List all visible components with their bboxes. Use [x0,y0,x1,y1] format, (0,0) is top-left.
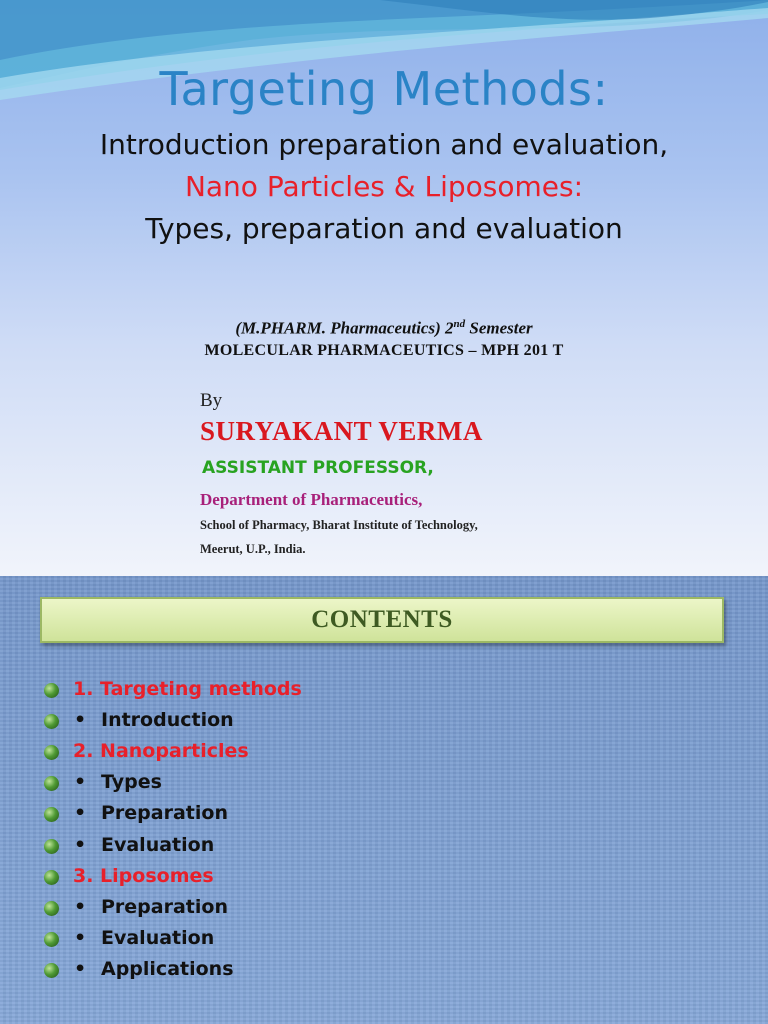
by-label: By [200,390,223,411]
green-bullet-icon [44,745,59,760]
course-suffix: Semester [465,318,533,338]
contents-slide [0,576,768,1024]
list-item [44,927,744,953]
list-item [44,958,744,984]
course-code: MOLECULAR PHARMACEUTICS – MPH 201 T [204,342,564,359]
green-bullet-icon [44,963,59,978]
list-item-label: Evaluation [101,926,215,949]
list-item-label: Preparation [101,895,228,918]
course-semester [0,318,768,339]
subtitle-line-3: Types, preparation and evaluation [145,212,623,245]
green-bullet-icon [44,807,59,822]
contents-heading-box [40,597,724,643]
sub-bullet-dot: • [74,709,87,732]
list-item-label: Applications [101,957,234,980]
subtitle-line-2: Nano Particles & Liposomes: [184,170,584,203]
list-item [44,896,744,922]
green-bullet-icon [44,683,59,698]
subtitle-line-1: Introduction preparation and evaluation, [99,128,669,161]
author-department: Department of Pharmaceutics, [200,490,423,509]
sub-bullet-dot: • [74,926,87,949]
sub-bullet-dot: • [74,895,87,918]
list-item [44,709,744,735]
list-item-label: Types [101,771,162,794]
list-item [44,740,744,766]
list-item-label: Introduction [101,709,234,732]
list-item [44,678,744,704]
list-item-label: Preparation [101,802,228,825]
list-item-heading: 1. Targeting methods [73,678,302,700]
green-bullet-icon [44,901,59,916]
list-item [44,865,744,891]
author-city: Meerut, U.P., India. [200,542,306,556]
sub-bullet-dot: • [74,771,87,794]
sub-bullet-dot: • [74,802,87,825]
list-item-label: Evaluation [101,833,215,856]
list-item-heading: 3. Liposomes [73,864,214,887]
course-sup: nd [453,318,466,330]
sub-bullet-dot: • [74,833,87,856]
list-item-heading: 2. Nanoparticles [73,740,249,763]
author-school: School of Pharmacy, Bharat Institute of Technology, [200,518,478,532]
green-bullet-icon [44,932,59,947]
list-item [44,802,744,828]
green-bullet-icon [44,714,59,729]
green-bullet-icon [44,870,59,885]
list-item [44,771,744,797]
green-bullet-icon [44,776,59,791]
list-item [44,834,744,860]
author-role: ASSISTANT PROFESSOR, [202,458,434,478]
green-bullet-icon [44,839,59,854]
slide-title: Targeting Methods: [159,62,609,116]
sub-bullet-dot: • [74,957,87,980]
contents-heading: CONTENTS [311,606,453,633]
course-prefix: (M.PHARM. Pharmaceutics) 2 [235,318,454,338]
author-name: SURYAKANT VERMA [200,416,483,446]
